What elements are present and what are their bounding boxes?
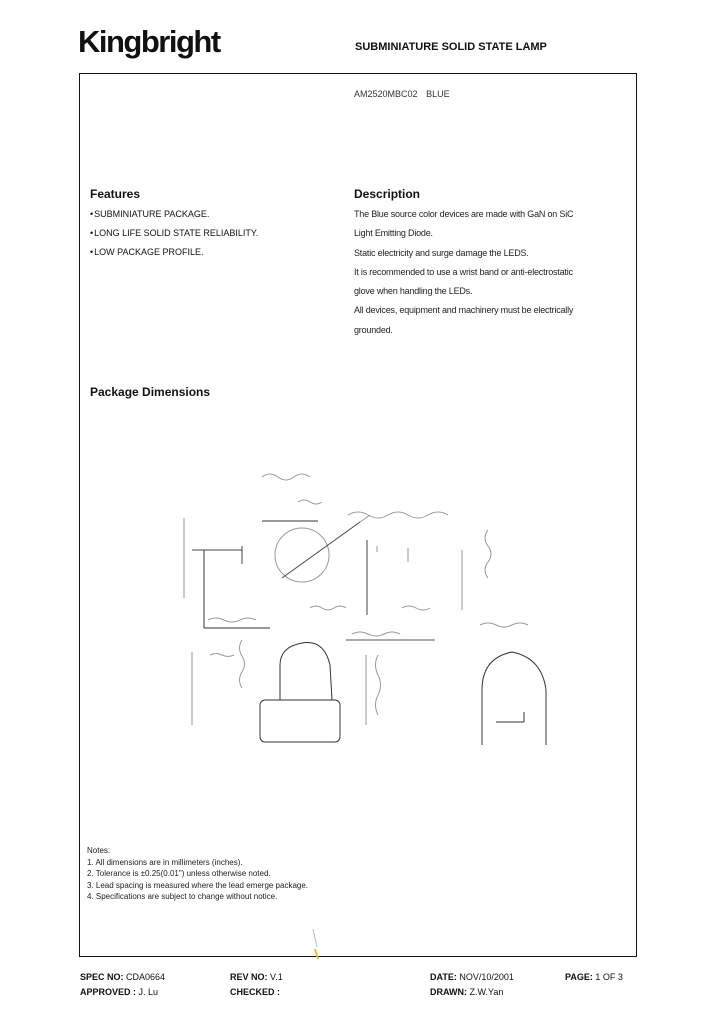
dimension-label-mark — [480, 623, 528, 627]
dimension-label-mark — [298, 500, 322, 504]
top-view-lead — [282, 522, 360, 578]
rev-no-value: V.1 — [270, 972, 283, 982]
page-number: PAGE: 1 OF 3 — [565, 972, 623, 982]
dimension-label-mark — [348, 512, 448, 518]
drawn-value: Z.W.Yan — [469, 987, 504, 997]
feature-item: • LONG LIFE SOLID STATE RELIABILITY. — [90, 227, 258, 246]
rev-no: REV NO: V.1 — [230, 972, 283, 982]
description-heading: Description — [354, 187, 421, 201]
date-value: NOV/10/2001 — [459, 972, 514, 982]
description-line: The Blue source color devices are made with GaN on SiC — [354, 209, 574, 219]
front-view-dome — [280, 642, 332, 700]
description-line: grounded. — [354, 324, 393, 335]
feature-item: • SUBMINIATURE PACKAGE. — [90, 208, 258, 227]
front-view-body — [260, 700, 340, 742]
description-line: All devices, equipment and machinery must be electrically — [354, 305, 574, 316]
description-line: Static electricity and surge damage the LEDS. — [354, 247, 529, 258]
dimension-label-mark — [262, 474, 310, 480]
pen-icon — [309, 927, 323, 963]
note-item: 2. Tolerance is ±0.25(0.01") unless otherwise noted. — [87, 869, 271, 878]
drawn: DRAWN: Z.W.Yan — [430, 987, 504, 997]
features-heading: Features — [90, 187, 141, 201]
dimension-label-mark — [485, 530, 491, 578]
side-view-dome — [482, 652, 546, 745]
dimension-label-mark — [208, 618, 256, 622]
checked: CHECKED : — [230, 987, 281, 997]
feature-item: • LOW PACKAGE PROFILE. — [90, 246, 258, 265]
package-dimensions-drawing — [170, 460, 570, 745]
description-line: Light Emitting Diode. — [354, 228, 433, 239]
approved: APPROVED : J. Lu — [80, 987, 159, 997]
notes-heading: Notes: — [87, 846, 111, 855]
note-item: 3. Lead spacing is measured where the lead emerge package. — [87, 880, 309, 890]
page-number-value: 1 OF 3 — [595, 972, 623, 982]
part-color: BLUE — [426, 89, 450, 99]
kingbright-logo: Kingbright — [78, 24, 220, 59]
spec-no: SPEC NO: CDA0664 — [80, 972, 166, 982]
description-line: glove when handling the LEDs. — [354, 286, 473, 297]
dimension-label-mark — [240, 640, 245, 688]
dimension-label-mark — [402, 606, 430, 610]
dimension-label-mark — [310, 606, 346, 610]
part-number: AM2520MBC02 — [354, 89, 418, 99]
package-dimensions-heading: Package Dimensions — [90, 385, 211, 399]
dimension-label-mark — [210, 654, 234, 657]
note-item: 4. Specifications are subject to change without notice. — [87, 892, 278, 901]
approved-value: J. Lu — [138, 987, 159, 997]
leader-line — [360, 515, 370, 522]
document-title: SUBMINIATURE SOLID STATE LAMP — [355, 41, 547, 53]
top-view-body — [275, 528, 329, 582]
spec-no-value: CDA0664 — [126, 972, 166, 982]
dimension-label-mark — [352, 632, 400, 636]
features-list — [90, 208, 258, 265]
description-line: It is recommended to use a wrist band or anti-electrostatic — [354, 266, 573, 277]
description-text — [354, 208, 624, 343]
dimension-label-mark — [376, 655, 381, 715]
notes-section — [87, 845, 308, 903]
note-item: 1. All dimensions are in millimeters (inches). — [87, 857, 243, 867]
part-number-line — [354, 89, 450, 99]
date: DATE: NOV/10/2001 — [430, 972, 514, 982]
